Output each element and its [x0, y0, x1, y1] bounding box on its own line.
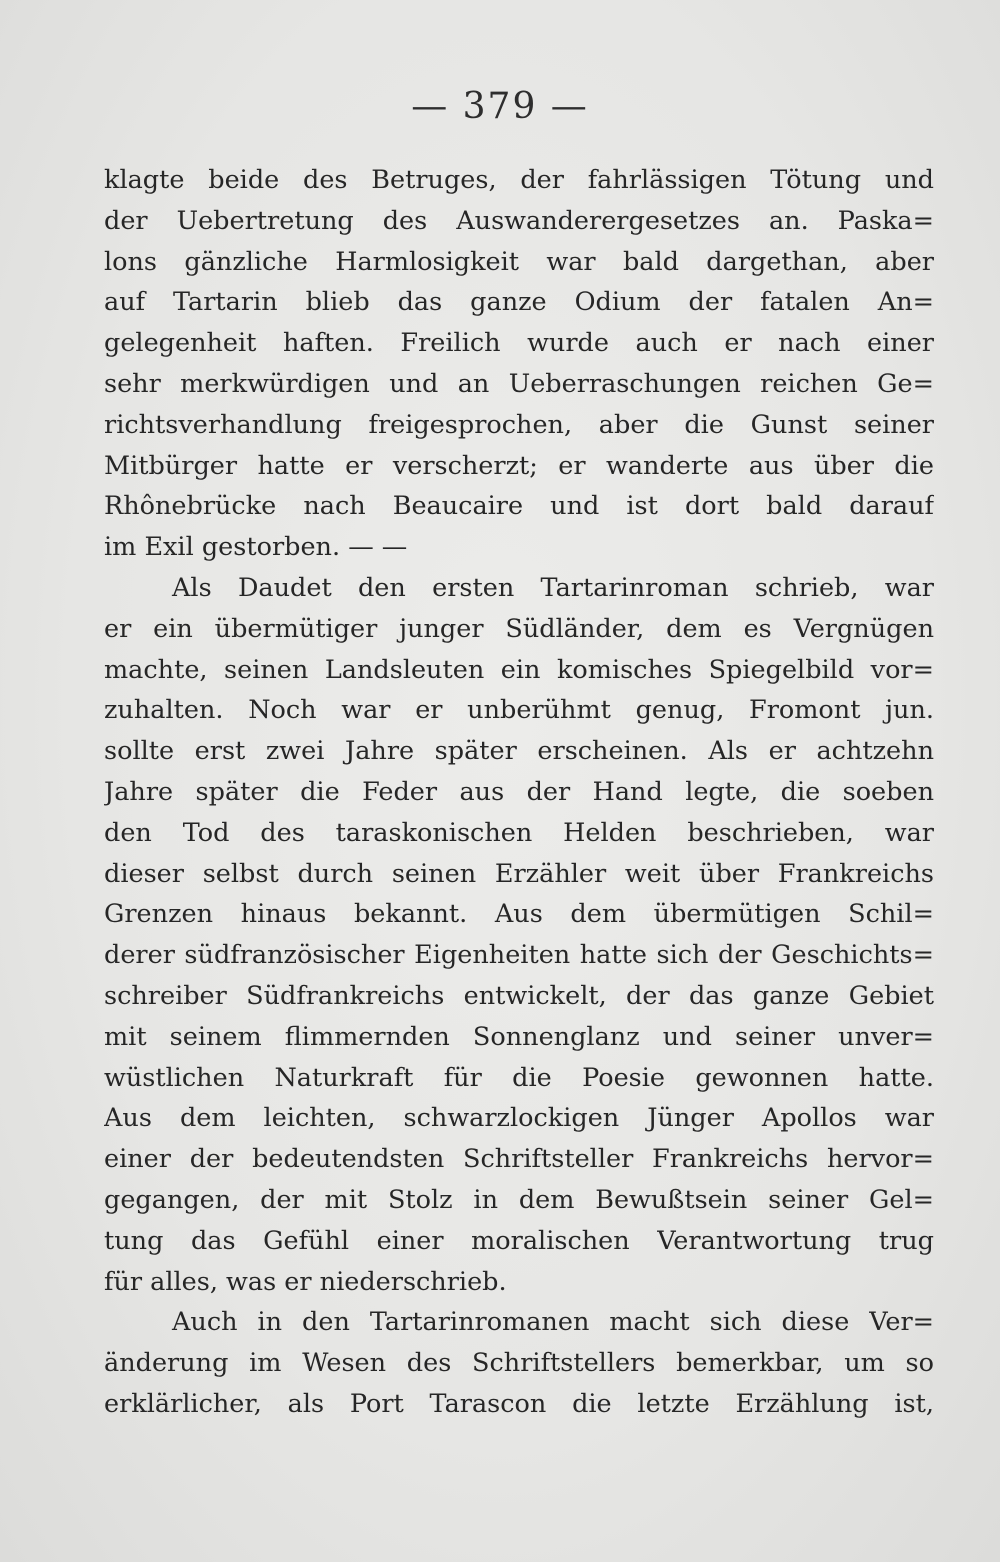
text-line: im Exil gestorben. — — — [104, 532, 408, 563]
body-text — [104, 160, 934, 1425]
text-line: dieser selbst durch seinen Erzähler weit über Frankreichs — [104, 858, 934, 889]
text-line: änderung im Wesen des Schriftstellers bemerkbar, um so — [104, 1348, 934, 1379]
text-line: lons gänzliche Harmlosigkeit war bald dargethan, aber — [104, 246, 934, 277]
text-line: richtsverhandlung freigesprochen, aber die Gunst seiner — [104, 409, 934, 440]
text-line: den Tod des taraskonischen Helden beschrieben, war — [104, 817, 934, 848]
text-line: tung das Gefühl einer moralischen Verantwortung trug — [104, 1225, 934, 1256]
text-line: Aus dem leichten, schwarzlockigen Jünger Apollos war — [104, 1103, 934, 1134]
text-line: gegangen, der mit Stolz in dem Bewußtsein seiner Gel= — [104, 1184, 934, 1215]
text-line: mit seinem flimmernden Sonnenglanz und seiner unver= — [104, 1021, 934, 1052]
text-line: für alles, was er niederschrieb. — [104, 1266, 507, 1297]
text-line: er ein übermütiger junger Südländer, dem es Vergnügen — [104, 613, 934, 644]
text-line: Jahre später die Feder aus der Hand legte, die soeben — [104, 776, 934, 807]
text-line: Als Daudet den ersten Tartarinroman schrieb, war — [172, 572, 934, 603]
text-line: zuhalten. Noch war er unberühmt genug, Fromont jun. — [104, 695, 934, 726]
text-line: sehr merkwürdigen und an Ueberraschungen reichen Ge= — [104, 368, 934, 399]
page-number: — 379 — — [411, 86, 589, 127]
text-line: gelegenheit haften. Freilich wurde auch er nach einer — [104, 328, 934, 359]
text-line: schreiber Südfrankreichs entwickelt, der das ganze Gebiet — [104, 980, 934, 1011]
text-line: Mitbürger hatte er verscherzt; er wanderte aus über die — [104, 450, 934, 481]
text-line: Rhônebrücke nach Beaucaire und ist dort bald darauf — [104, 491, 934, 522]
text-line: machte, seinen Landsleuten ein komisches Spiegelbild vor= — [104, 654, 934, 685]
text-line: erklärlicher, als Port Tarascon die letzte Erzählung ist, — [104, 1388, 934, 1419]
text-line: wüstlichen Naturkraft für die Poesie gewonnen hatte. — [104, 1062, 934, 1093]
text-line: klagte beide des Betruges, der fahrlässigen Tötung und — [104, 165, 934, 195]
text-line: der Uebertretung des Auswanderergesetzes an. Paska= — [104, 205, 934, 236]
text-line: sollte erst zwei Jahre später erscheinen. Als er achtzehn — [104, 736, 934, 767]
text-line: Grenzen hinaus bekannt. Aus dem übermütigen Schil= — [104, 899, 934, 930]
text-line: auf Tartarin blieb das ganze Odium der fatalen An= — [104, 287, 934, 318]
text-line: derer südfranzösischer Eigenheiten hatte sich der Geschichts= — [104, 940, 934, 971]
text-line: Auch in den Tartarinromanen macht sich diese Ver= — [172, 1307, 934, 1338]
text-line: einer der bedeutendsten Schriftsteller Frankreichs hervor= — [104, 1144, 934, 1175]
